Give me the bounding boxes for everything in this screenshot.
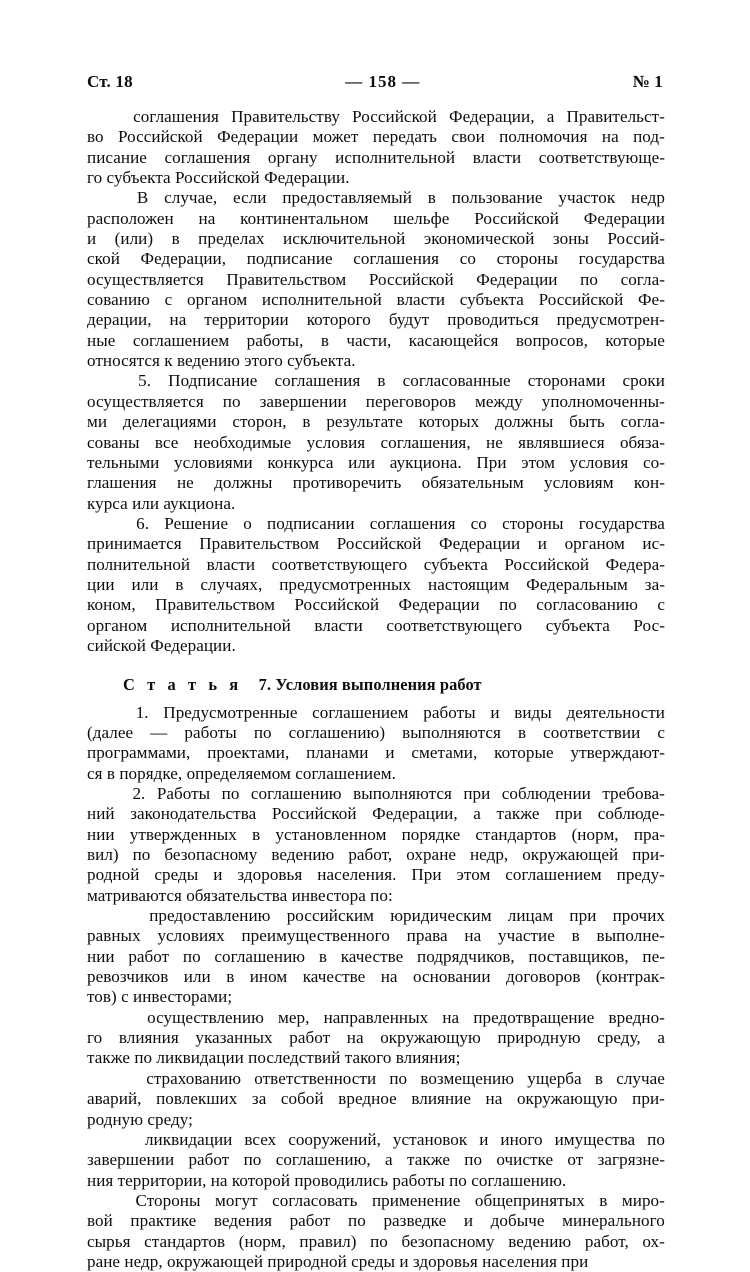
- text-line: сованию с органом исполнительной власти субъекта Российской Фе-: [87, 290, 665, 310]
- text-line: 1. Предусмотренные соглашением работы и виды деятельности: [135, 702, 665, 722]
- text-line: вой практике ведения работ по разведке и добыче минерального: [87, 1211, 665, 1231]
- text-line: Стороны могут согласовать применение общепринятых в миро-: [135, 1190, 665, 1210]
- text-line: нии работ по соглашению в качестве подрядчиков, поставщиков, пе-: [87, 946, 665, 966]
- text-line: сийской Федерации.: [87, 635, 236, 655]
- text-line: ний законодательства Российской Федерации, а также при соблюде-: [87, 804, 665, 824]
- text-line: ния территории, на которой проводились работы по соглашению.: [87, 1170, 567, 1190]
- text-line: осуществляется Правительством Российской Федерации по согла-: [87, 269, 665, 289]
- text-line: ране недр, окружающей природной среды и здоровья населения при: [87, 1251, 589, 1271]
- text-line: писание соглашения органу исполнительной власти соответствующе-: [87, 147, 665, 167]
- text-line: тов) с инвесторами;: [87, 987, 233, 1007]
- paragraph: [87, 371, 665, 513]
- paragraph: [87, 784, 665, 906]
- text-line: коном, Правительством Российской Федерации по согласованию с: [87, 595, 665, 615]
- text-line: 5. Подписание соглашения в согласованные сторонами сроки: [138, 371, 665, 391]
- text-line: осуществлению мер, направленных на предотвращение вредно-: [147, 1007, 665, 1027]
- text-line: ликвидации всех сооружений, установок и иного имущества по: [144, 1129, 665, 1149]
- text-line: сованы все необходимые условия соглашения, не являвшиеся обяза-: [87, 432, 665, 452]
- text-line: завершении работ по соглашению, а также по очистке от загрязне-: [87, 1150, 665, 1170]
- text-line: также по ликвидации последствий такого влияния;: [87, 1048, 461, 1068]
- paragraph-group-before-heading: [87, 107, 665, 656]
- paragraph: [87, 906, 665, 1008]
- article-heading-title: 7. Условия выполнения работ: [258, 675, 482, 695]
- text-line: во Российской Федерации может передать свои полномочия на под-: [87, 127, 665, 147]
- text-line: программами, проектами, планами и сметами, которые утверждают-: [87, 743, 665, 763]
- page-number-label: — 158 —: [345, 72, 421, 91]
- text-line: осуществляется по завершении переговоров между уполномоченны-: [87, 391, 665, 411]
- text-line: ся в порядке, определяемом соглашением.: [87, 763, 396, 783]
- text-line: матриваются обязательства инвестора по:: [87, 885, 393, 905]
- text-line: ции или в случаях, предусмотренных настоящим Федеральным за-: [87, 574, 665, 594]
- text-line: органом исполнительной власти соответствующего субъекта Рос-: [87, 615, 665, 635]
- paragraph: [87, 107, 665, 188]
- text-line: полнительной власти соответствующего субъекта Российской Федера-: [87, 554, 665, 574]
- paragraph: [87, 703, 665, 784]
- text-line: тельными условиями конкурса или аукциона. При этом условия со-: [87, 452, 665, 472]
- text-line: В случае, если предоставляемый в пользование участок недр: [136, 188, 665, 208]
- text-line: ми делегациями сторон, в результате которых должны быть согла-: [87, 412, 665, 432]
- text-line: глашения не должны противоречить обязательным условиям кон-: [87, 473, 665, 493]
- paragraph: [87, 1191, 665, 1272]
- running-head: [87, 72, 663, 94]
- paragraph: [87, 1008, 665, 1069]
- text-line: (далее — работы по соглашению) выполняются в соответствии с: [87, 722, 665, 742]
- text-line: вил) по безопасному ведению работ, охране недр, окружающей при-: [87, 845, 665, 865]
- text-line: курса или аукциона.: [87, 493, 236, 513]
- article-number-label: Ст. 18: [87, 72, 133, 91]
- text-line: предоставлению российским юридическим лицам при прочих: [149, 906, 665, 926]
- text-line: аварий, повлекших за собой вредное влияние на окружающую при-: [87, 1089, 665, 1109]
- text-line: относятся к ведению этого субъекта.: [87, 351, 356, 371]
- text-line: го влияния указанных работ на окружающую природную среду, а: [87, 1028, 665, 1048]
- text-line: равных условиях преимущественного права на участие в выполне-: [87, 926, 665, 946]
- text-line: родную среду;: [87, 1109, 193, 1129]
- article-heading-label: С т а т ь я: [123, 675, 259, 695]
- text-line: 2. Работы по соглашению выполняются при соблюдении требова-: [132, 784, 665, 803]
- text-line: и (или) в пределах исключительной экономической зоны Россий-: [87, 229, 665, 249]
- text-line: страхованию ответственности по возмещению ущерба в случае: [146, 1068, 665, 1088]
- text-line: расположен на континентальном шельфе Российской Федерации: [87, 208, 665, 228]
- text-line: соглашения Правительству Российской Федерации, а Правительст-: [133, 107, 665, 126]
- text-line: ревозчиков или в ином качестве на основании договоров (контрак-: [87, 967, 665, 987]
- paragraph: [87, 188, 665, 371]
- paragraph: [87, 1069, 665, 1130]
- issue-number-label: № 1: [632, 72, 663, 91]
- article-heading: [87, 656, 665, 702]
- paragraph: [87, 514, 665, 656]
- text-line: принимается Правительством Российской Федерации и органом ис-: [87, 534, 665, 554]
- text-line: нии утвержденных в установленном порядке стандартов (норм, пра-: [87, 824, 665, 844]
- text-line: родной среды и здоровья населения. При этом соглашением преду-: [87, 865, 665, 885]
- text-line: дерации, на территории которого будут проводиться предусмотрен-: [87, 310, 665, 330]
- text-line: го субъекта Российской Федерации.: [87, 168, 350, 188]
- text-column: [87, 107, 665, 1272]
- text-line: 6. Решение о подписании соглашения со стороны государства: [136, 513, 665, 533]
- text-line: ные соглашением работы, в части, касающейся вопросов, которые: [87, 330, 665, 350]
- text-line: ской Федерации, подписание соглашения со стороны государства: [87, 249, 665, 269]
- text-line: сырья стандартов (норм, правил) по безопасному ведению работ, ох-: [87, 1231, 665, 1251]
- paragraph-group-after-heading: [87, 703, 665, 1272]
- paragraph: [87, 1130, 665, 1191]
